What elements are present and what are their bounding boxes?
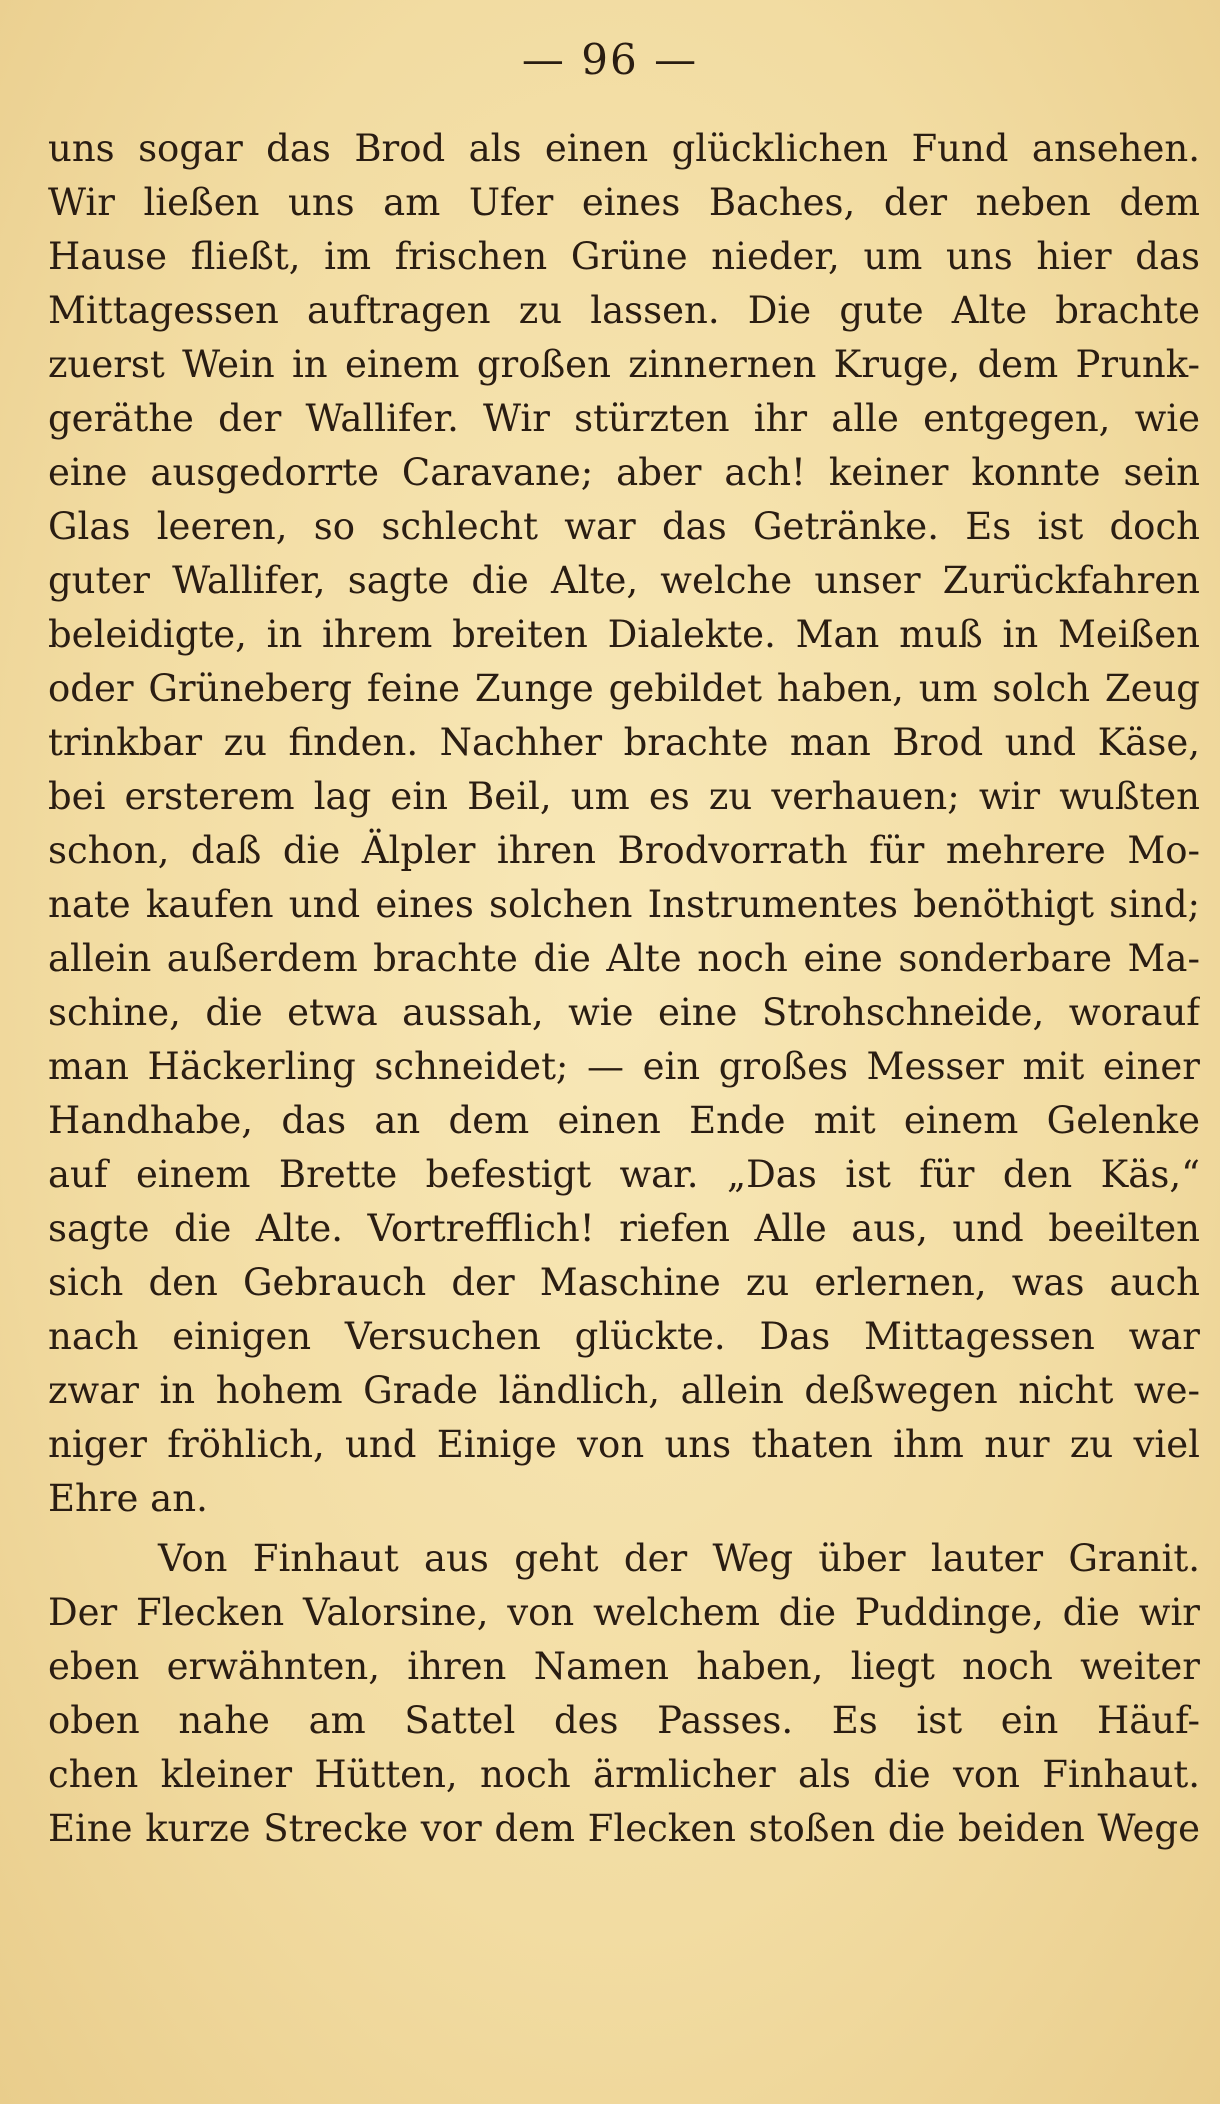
text-line: Von Finhaut aus geht der Weg über lauter Granit.: [158, 1537, 1200, 1580]
text-line: man Häckerling schneidet; — ein großes Messer mit einer: [48, 1045, 1200, 1088]
text-line: Der Flecken Valorsine, von welchem die Puddinge, die wir: [48, 1591, 1200, 1634]
text-line: trinkbar zu finden. Nachher brachte man Brod und Käse,: [48, 721, 1200, 764]
text-line: zuerst Wein in einem großen zinnernen Kruge, dem Prunk-: [48, 343, 1200, 386]
text-line: oder Grüneberg feine Zunge gebildet haben, um solch Zeug: [48, 667, 1200, 710]
text-line: eine ausgedorrte Caravane; aber ach! keiner konnte sein: [48, 451, 1200, 494]
text-line: Handhabe, das an dem einen Ende mit einem Gelenke: [48, 1099, 1200, 1142]
text-line: nach einigen Versuchen glückte. Das Mittagessen war: [48, 1315, 1200, 1358]
text-line: Ehre an.: [48, 1477, 208, 1520]
text-line: chen kleiner Hütten, noch ärmlicher als die von Finhaut.: [48, 1753, 1200, 1796]
text-line: allein außerdem brachte die Alte noch eine sonderbare Ma-: [48, 937, 1200, 980]
text-line: Wir ließen uns am Ufer eines Baches, der neben dem: [48, 181, 1200, 224]
text-line: uns sogar das Brod als einen glücklichen Fund ansehen.: [48, 127, 1200, 170]
text-line: Hause fließt, im frischen Grüne nieder, um uns hier das: [48, 235, 1200, 278]
text-line: auf einem Brette befestigt war. „Das ist für den Käs,“: [48, 1153, 1200, 1196]
text-line: bei ersterem lag ein Beil, um es zu verhauen; wir wußten: [48, 775, 1200, 818]
text-line: eben erwähnten, ihren Namen haben, liegt noch weiter: [48, 1645, 1200, 1688]
paragraph: [48, 122, 1200, 1526]
text-line: Glas leeren, so schlecht war das Getränke. Es ist doch: [48, 505, 1200, 548]
text-line: schon, daß die Älpler ihren Brodvorrath für mehrere Mo-: [48, 829, 1200, 872]
body-text: [48, 122, 1200, 1856]
text-line: sagte die Alte. Vortrefflich! riefen Alle aus, und beeilten: [48, 1207, 1200, 1250]
text-line: beleidigte, in ihrem breiten Dialekte. Man muß in Meißen: [48, 613, 1200, 656]
text-line: zwar in hohem Grade ländlich, allein deßwegen nicht we-: [48, 1369, 1200, 1412]
text-line: guter Wallifer, sagte die Alte, welche unser Zurückfahren: [48, 559, 1200, 602]
text-line: sich den Gebrauch der Maschine zu erlernen, was auch: [48, 1261, 1200, 1304]
paragraph: [48, 1532, 1200, 1856]
text-line: Eine kurze Strecke vor dem Flecken stoßen die beiden Wege: [48, 1807, 1200, 1850]
text-line: oben nahe am Sattel des Passes. Es ist ein Häuf-: [48, 1699, 1200, 1742]
text-line: Mittagessen auftragen zu lassen. Die gute Alte brachte: [48, 289, 1200, 332]
text-line: geräthe der Wallifer. Wir stürzten ihr alle entgegen, wie: [48, 397, 1200, 440]
text-line: nate kaufen und eines solchen Instrumentes benöthigt sind;: [48, 883, 1200, 926]
text-line: niger fröhlich, und Einige von uns thaten ihm nur zu viel: [48, 1423, 1200, 1466]
page-number: — 96 —: [521, 35, 699, 84]
text-line: schine, die etwa aussah, wie eine Strohschneide, worauf: [48, 991, 1200, 1034]
